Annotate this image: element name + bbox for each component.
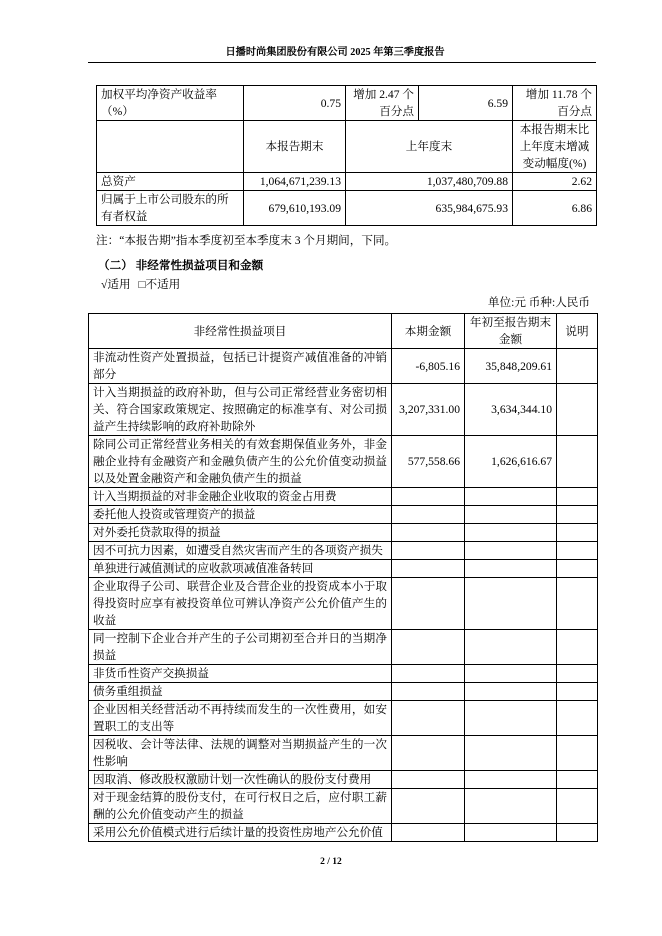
table-row <box>89 789 598 824</box>
table-row <box>89 683 598 701</box>
current-amount-cell: 577,558.66 <box>392 436 465 488</box>
applicable-option: √适用 <box>101 278 131 291</box>
item-cell: 非流动性资产处置损益，包括已计提资产减值准备的冲销部分 <box>89 349 392 384</box>
ytd-amount-cell <box>465 578 557 630</box>
shareholders-equity-change-pct: 6.86 <box>513 191 597 226</box>
ytd-amount-cell <box>465 630 557 665</box>
shareholders-equity-row <box>97 191 597 226</box>
item-cell: 委托他人投资或管理资产的损益 <box>89 506 392 524</box>
remark-cell <box>557 524 598 542</box>
remark-cell <box>557 578 598 630</box>
table-row <box>89 701 598 736</box>
applicability-options <box>101 276 180 293</box>
current-amount-cell: -6,805.16 <box>392 349 465 384</box>
footnote-text: 注：“本报告期”指本季度初至本季度末 3 个月期间，下同。 <box>96 234 397 247</box>
remark-cell <box>557 683 598 701</box>
current-amount-cell <box>392 683 465 701</box>
section-title: （二） 非经常性损益项目和金额 <box>98 259 264 272</box>
roe-row <box>97 86 597 121</box>
remark-cell <box>557 701 598 736</box>
balance-header-row <box>97 121 597 173</box>
remark-cell <box>557 488 598 506</box>
table-row <box>89 542 598 560</box>
current-amount-cell <box>392 488 465 506</box>
current-amount-cell <box>392 701 465 736</box>
non-recurring-items-body <box>89 349 598 842</box>
not-applicable-option: □不适用 <box>138 278 181 291</box>
table-row <box>89 506 598 524</box>
remark-cell <box>557 630 598 665</box>
current-amount-cell <box>392 560 465 578</box>
ytd-amount-cell <box>465 771 557 789</box>
current-amount-cell <box>392 771 465 789</box>
item-cell: 因不可抗力因素，如遭受自然灾害而产生的各项资产损失 <box>89 542 392 560</box>
item-cell: 计入当期损益的对非金融企业收取的资金占用费 <box>89 488 392 506</box>
table-row <box>89 436 598 488</box>
table-row <box>89 524 598 542</box>
ytd-amount-cell: 1,626,616.67 <box>465 436 557 488</box>
ytd-amount-cell <box>465 824 557 842</box>
ytd-amount-cell <box>465 665 557 683</box>
item-cell: 除同公司正常经营业务相关的有效套期保值业务外，非金融企业持有金融资产和金融负债产生的公允价值变动损益以及处置金融资产和金融负债产生的损益 <box>89 436 392 488</box>
table-row <box>89 578 598 630</box>
ytd-amount-cell <box>465 506 557 524</box>
current-amount-cell <box>392 630 465 665</box>
item-cell: 因税收、会计等法律、法规的调整对当期损益产生的一次性影响 <box>89 736 392 771</box>
col-header-current-end: 本报告期末 <box>244 121 346 173</box>
col-header-ytd-amount: 年初至报告期末金额 <box>465 314 557 349</box>
current-amount-cell <box>392 789 465 824</box>
col-header-change-pct: 本报告期末比上年度末增减变动幅度(%) <box>513 121 597 173</box>
report-header-title: 日播时尚集团股份有限公司 2025 年第三季度报告 <box>225 47 445 58</box>
item-cell: 同一控制下企业合并产生的子公司期初至合并日的当期净损益 <box>89 630 392 665</box>
blank-header-cell <box>97 121 244 173</box>
ytd-amount-cell <box>465 736 557 771</box>
ytd-amount-cell: 3,634,344.10 <box>465 384 557 436</box>
table-header-row <box>89 314 598 349</box>
current-amount-cell <box>392 736 465 771</box>
item-cell: 因取消、修改股权激励计划一次性确认的股份支付费用 <box>89 771 392 789</box>
remark-cell <box>557 824 598 842</box>
table-row <box>89 349 598 384</box>
item-cell: 非货币性资产交换损益 <box>89 665 392 683</box>
shareholders-equity-current-end: 679,610,193.09 <box>244 191 346 226</box>
table-row <box>89 771 598 789</box>
remark-cell <box>557 789 598 824</box>
item-cell: 单独进行减值测试的应收款项减值准备转回 <box>89 560 392 578</box>
current-amount-cell <box>392 524 465 542</box>
shareholders-equity-prior-year-end: 635,984,675.93 <box>346 191 513 226</box>
page-number: 2 / 12 <box>320 857 342 867</box>
total-assets-current-end: 1,064,671,239.13 <box>244 173 346 191</box>
non-recurring-items-table <box>88 313 598 842</box>
roe-ytd-change: 增加 11.78 个百分点 <box>513 86 597 121</box>
shareholders-equity-label: 归属于上市公司股东的所有者权益 <box>97 191 244 226</box>
ytd-amount-cell <box>465 789 557 824</box>
ytd-amount-cell <box>465 683 557 701</box>
roe-ytd-value: 6.59 <box>419 86 513 121</box>
roe-current-period-change: 增加 2.47 个百分点 <box>346 86 419 121</box>
remark-cell <box>557 665 598 683</box>
current-amount-cell <box>392 542 465 560</box>
ytd-amount-cell <box>465 701 557 736</box>
item-cell: 企业取得子公司、联营企业及合营企业的投资成本小于取得投资时应享有被投资单位可辨认净资产公允价值产生的收益 <box>89 578 392 630</box>
total-assets-change-pct: 2.62 <box>513 173 597 191</box>
current-amount-cell <box>392 665 465 683</box>
remark-cell <box>557 542 598 560</box>
item-cell: 债务重组损益 <box>89 683 392 701</box>
table-row <box>89 736 598 771</box>
table-row <box>89 384 598 436</box>
current-amount-cell <box>392 578 465 630</box>
remark-cell <box>557 436 598 488</box>
ytd-amount-cell <box>465 488 557 506</box>
col-header-item: 非经常性损益项目 <box>89 314 392 349</box>
col-header-remark: 说明 <box>557 314 598 349</box>
remark-cell <box>557 771 598 789</box>
remark-cell <box>557 736 598 771</box>
remark-cell <box>557 560 598 578</box>
current-amount-cell <box>392 506 465 524</box>
current-amount-cell <box>392 824 465 842</box>
item-cell: 计入当期损益的政府补助，但与公司正常经营业务密切相关、符合国家政策规定、按照确定的标准享有、对公司损益产生持续影响的政府补助除外 <box>89 384 392 436</box>
table-row <box>89 560 598 578</box>
table-row <box>89 824 598 842</box>
key-indicators-table <box>96 85 597 226</box>
table-row <box>89 488 598 506</box>
roe-label: 加权平均净资产收益率（%） <box>97 86 244 121</box>
total-assets-row <box>97 173 597 191</box>
roe-current-period-value: 0.75 <box>244 86 346 121</box>
ytd-amount-cell <box>465 524 557 542</box>
current-amount-cell: 3,207,331.00 <box>392 384 465 436</box>
ytd-amount-cell <box>465 542 557 560</box>
remark-cell <box>557 349 598 384</box>
item-cell: 对于现金结算的股份支付，在可行权日之后，应付职工薪酬的公允价值变动产生的损益 <box>89 789 392 824</box>
table-row <box>89 630 598 665</box>
currency-unit-label: 单位:元 币种:人民币 <box>487 296 590 309</box>
item-cell: 企业因相关经营活动不再持续而发生的一次性费用，如安置职工的支出等 <box>89 701 392 736</box>
item-cell: 对外委托贷款取得的损益 <box>89 524 392 542</box>
total-assets-label: 总资产 <box>97 173 244 191</box>
remark-cell <box>557 506 598 524</box>
table-row <box>89 665 598 683</box>
ytd-amount-cell: 35,848,209.61 <box>465 349 557 384</box>
col-header-prior-year-end: 上年度末 <box>346 121 513 173</box>
ytd-amount-cell <box>465 560 557 578</box>
col-header-current-amount: 本期金额 <box>392 314 465 349</box>
header-divider <box>88 62 596 63</box>
total-assets-prior-year-end: 1,037,480,709.88 <box>346 173 513 191</box>
item-cell: 采用公允价值模式进行后续计量的投资性房地产公允价值 <box>89 824 392 842</box>
remark-cell <box>557 384 598 436</box>
